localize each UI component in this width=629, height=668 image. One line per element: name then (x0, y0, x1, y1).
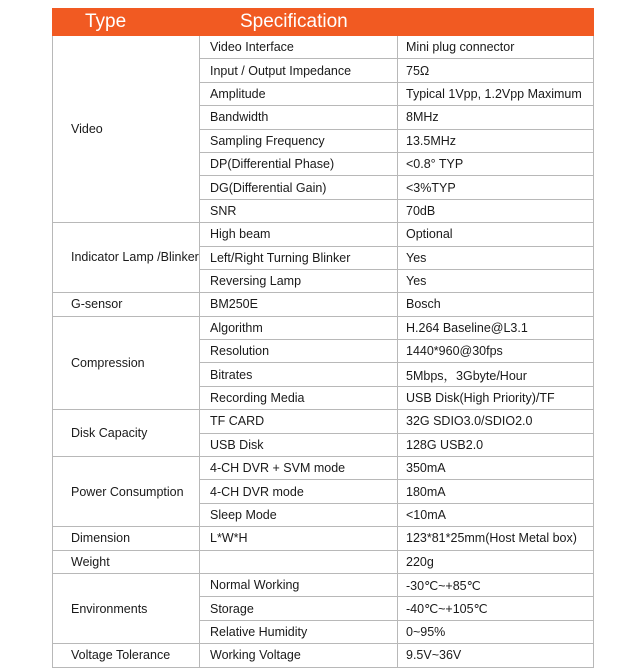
spec-value: -30℃~+85℃ (398, 573, 594, 596)
spec-value: Bosch (398, 293, 594, 316)
table-row (53, 644, 594, 667)
spec-item: Bandwidth (200, 106, 398, 129)
table-row (53, 527, 594, 550)
spec-item: High beam (200, 223, 398, 246)
spec-category: G-sensor (53, 293, 200, 316)
spec-value: 123*81*25mm(Host Metal box) (398, 527, 594, 550)
spec-body (53, 36, 594, 668)
spec-category: Disk Capacity (53, 410, 200, 457)
spec-category: Indicator Lamp /Blinker (53, 223, 200, 293)
spec-value: 32G SDIO3.0/SDIO2.0 (398, 410, 594, 433)
table-row (53, 457, 594, 480)
spec-category: Video (53, 36, 200, 223)
spec-value: 350mA (398, 457, 594, 480)
spec-item: USB Disk (200, 433, 398, 456)
spec-value: USB Disk(High Priority)/TF (398, 386, 594, 409)
spec-value: Typical 1Vpp, 1.2Vpp Maximum (398, 82, 594, 105)
spec-value: 5Mbps，3Gbyte/Hour (398, 363, 594, 386)
spec-value: Mini plug connector (398, 36, 594, 59)
spec-value: 180mA (398, 480, 594, 503)
spec-value: H.264 Baseline@L3.1 (398, 316, 594, 339)
spec-value: 1440*960@30fps (398, 340, 594, 363)
spec-category: Weight (53, 550, 200, 573)
table-row (53, 223, 594, 246)
spec-item: Relative Humidity (200, 620, 398, 643)
type-header: Type (53, 9, 200, 36)
spec-item: DP(Differential Phase) (200, 152, 398, 175)
spec-item: L*W*H (200, 527, 398, 550)
table-row (53, 550, 594, 573)
spec-item: 4-CH DVR mode (200, 480, 398, 503)
spec-value: 70dB (398, 199, 594, 222)
spec-item: Reversing Lamp (200, 269, 398, 292)
table-row (53, 410, 594, 433)
spec-item: Video Interface (200, 36, 398, 59)
spec-category: Power Consumption (53, 457, 200, 527)
table-row (53, 316, 594, 339)
spec-value: <0.8° TYP (398, 152, 594, 175)
spec-value: 13.5MHz (398, 129, 594, 152)
spec-category: Environments (53, 573, 200, 643)
spec-value: Optional (398, 223, 594, 246)
spec-item: Storage (200, 597, 398, 620)
spec-category: Compression (53, 316, 200, 410)
spec-value: 8MHz (398, 106, 594, 129)
spec-value: 9.5V~36V (398, 644, 594, 667)
spec-item: TF CARD (200, 410, 398, 433)
spec-item: Sleep Mode (200, 503, 398, 526)
spec-item: Left/Right Turning Blinker (200, 246, 398, 269)
spec-value: Yes (398, 246, 594, 269)
specification-header: Specification (200, 9, 594, 36)
spec-item: BM250E (200, 293, 398, 316)
spec-item: Working Voltage (200, 644, 398, 667)
spec-value: Yes (398, 269, 594, 292)
spec-category: Dimension (53, 527, 200, 550)
spec-item: Normal Working (200, 573, 398, 596)
spec-item (200, 550, 398, 573)
spec-item: Input / Output Impedance (200, 59, 398, 82)
spec-value: <10mA (398, 503, 594, 526)
spec-value: 128G USB2.0 (398, 433, 594, 456)
spec-item: Resolution (200, 340, 398, 363)
spec-item: DG(Differential Gain) (200, 176, 398, 199)
spec-item: Sampling Frequency (200, 129, 398, 152)
spec-item: 4-CH DVR + SVM mode (200, 457, 398, 480)
spec-table (52, 8, 594, 668)
spec-item: Recording Media (200, 386, 398, 409)
table-row (53, 573, 594, 596)
table-row (53, 36, 594, 59)
spec-item: Amplitude (200, 82, 398, 105)
spec-value: <3%TYP (398, 176, 594, 199)
spec-category: Voltage Tolerance (53, 644, 200, 667)
spec-value: 220g (398, 550, 594, 573)
spec-value: 0~95% (398, 620, 594, 643)
table-row (53, 293, 594, 316)
spec-item: Bitrates (200, 363, 398, 386)
spec-value: 75Ω (398, 59, 594, 82)
spec-value: -40℃~+105℃ (398, 597, 594, 620)
spec-item: SNR (200, 199, 398, 222)
spec-item: Algorithm (200, 316, 398, 339)
header-row (53, 9, 594, 36)
